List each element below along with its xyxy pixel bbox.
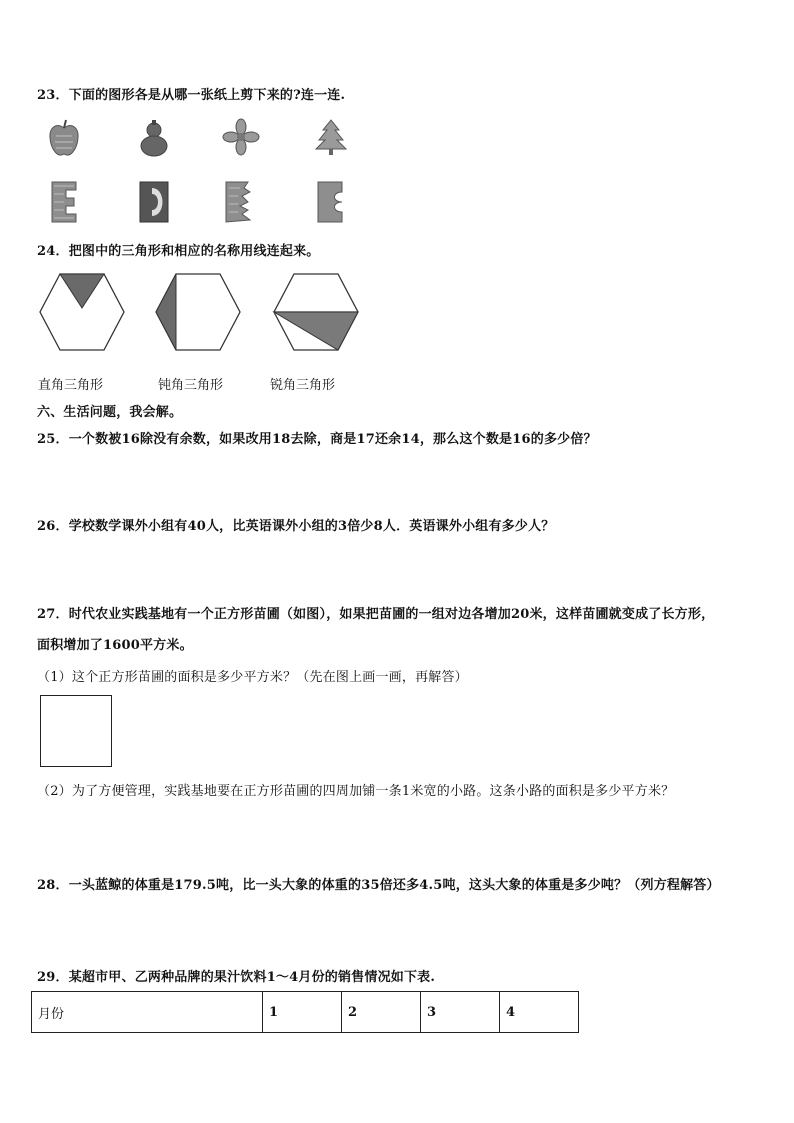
q27-line1: 27．时代农业实践基地有一个正方形苗圃（如图），如果把苗圃的一组对边各增加20米，这样苗圃就变成了长方形， xyxy=(37,607,715,622)
cut-paper-3-icon xyxy=(224,180,254,224)
q29-text: 29．某超市甲、乙两种品牌的果汁饮料1～4月份的销售情况如下表. xyxy=(37,970,436,985)
square-nursery xyxy=(40,695,112,767)
q25-text: 25．一个数被16除没有余数，如果改用18去除，商是17还余14，那么这个数是16的多少倍？ xyxy=(37,432,597,447)
hexagon-triangle-3 xyxy=(272,272,360,352)
q28-text: 28．一头蓝鲸的体重是179.5吨，比一头大象的体重的35倍还多4.5吨，这头大象的体重是多少吨？（列方程解答） xyxy=(37,878,720,893)
tree-icon xyxy=(313,118,349,156)
cut-paper-1-icon xyxy=(50,180,80,224)
label-obtuse-triangle: 钝角三角形 xyxy=(158,378,224,393)
table-header-cell: 1 xyxy=(263,992,342,1033)
hexagon-triangle-1 xyxy=(38,272,126,352)
table-header-cell: 2 xyxy=(342,992,421,1033)
label-acute-triangle: 锐角三角形 xyxy=(270,378,336,393)
q24-text: 24．把图中的三角形和相应的名称用线连起来。 xyxy=(37,244,320,259)
hexagon-triangle-2 xyxy=(154,272,242,352)
table-header-cell: 4 xyxy=(500,992,579,1033)
q27-sub2: （2）为了方便管理，实践基地要在正方形苗圃的四周加铺一条1米宽的小路。这条小路的面积是多少平方米？ xyxy=(37,784,675,799)
flower-icon xyxy=(222,118,260,156)
cut-paper-4-icon xyxy=(316,180,346,224)
cut-paper-2-icon xyxy=(138,180,170,224)
q27-sub1: （1）这个正方形苗圃的面积是多少平方米？（先在图上画一画，再解答） xyxy=(37,670,468,685)
q23-text: 23．下面的图形各是从哪一张纸上剪下来的?连一连. xyxy=(37,88,346,103)
table-header-cell: 月份 xyxy=(32,992,263,1033)
sales-table xyxy=(31,991,579,1033)
table-header-cell: 3 xyxy=(421,992,500,1033)
apple-icon xyxy=(48,118,80,160)
section-title: 六、生活问题，我会解。 xyxy=(37,405,183,420)
gourd-icon xyxy=(137,118,171,158)
label-right-triangle: 直角三角形 xyxy=(38,378,104,393)
table-row xyxy=(32,992,579,1033)
q27-line2: 面积增加了1600平方米。 xyxy=(37,638,193,653)
q26-text: 26．学校数学课外小组有40人，比英语课外小组的3倍少8人．英语课外小组有多少人？ xyxy=(37,519,555,534)
